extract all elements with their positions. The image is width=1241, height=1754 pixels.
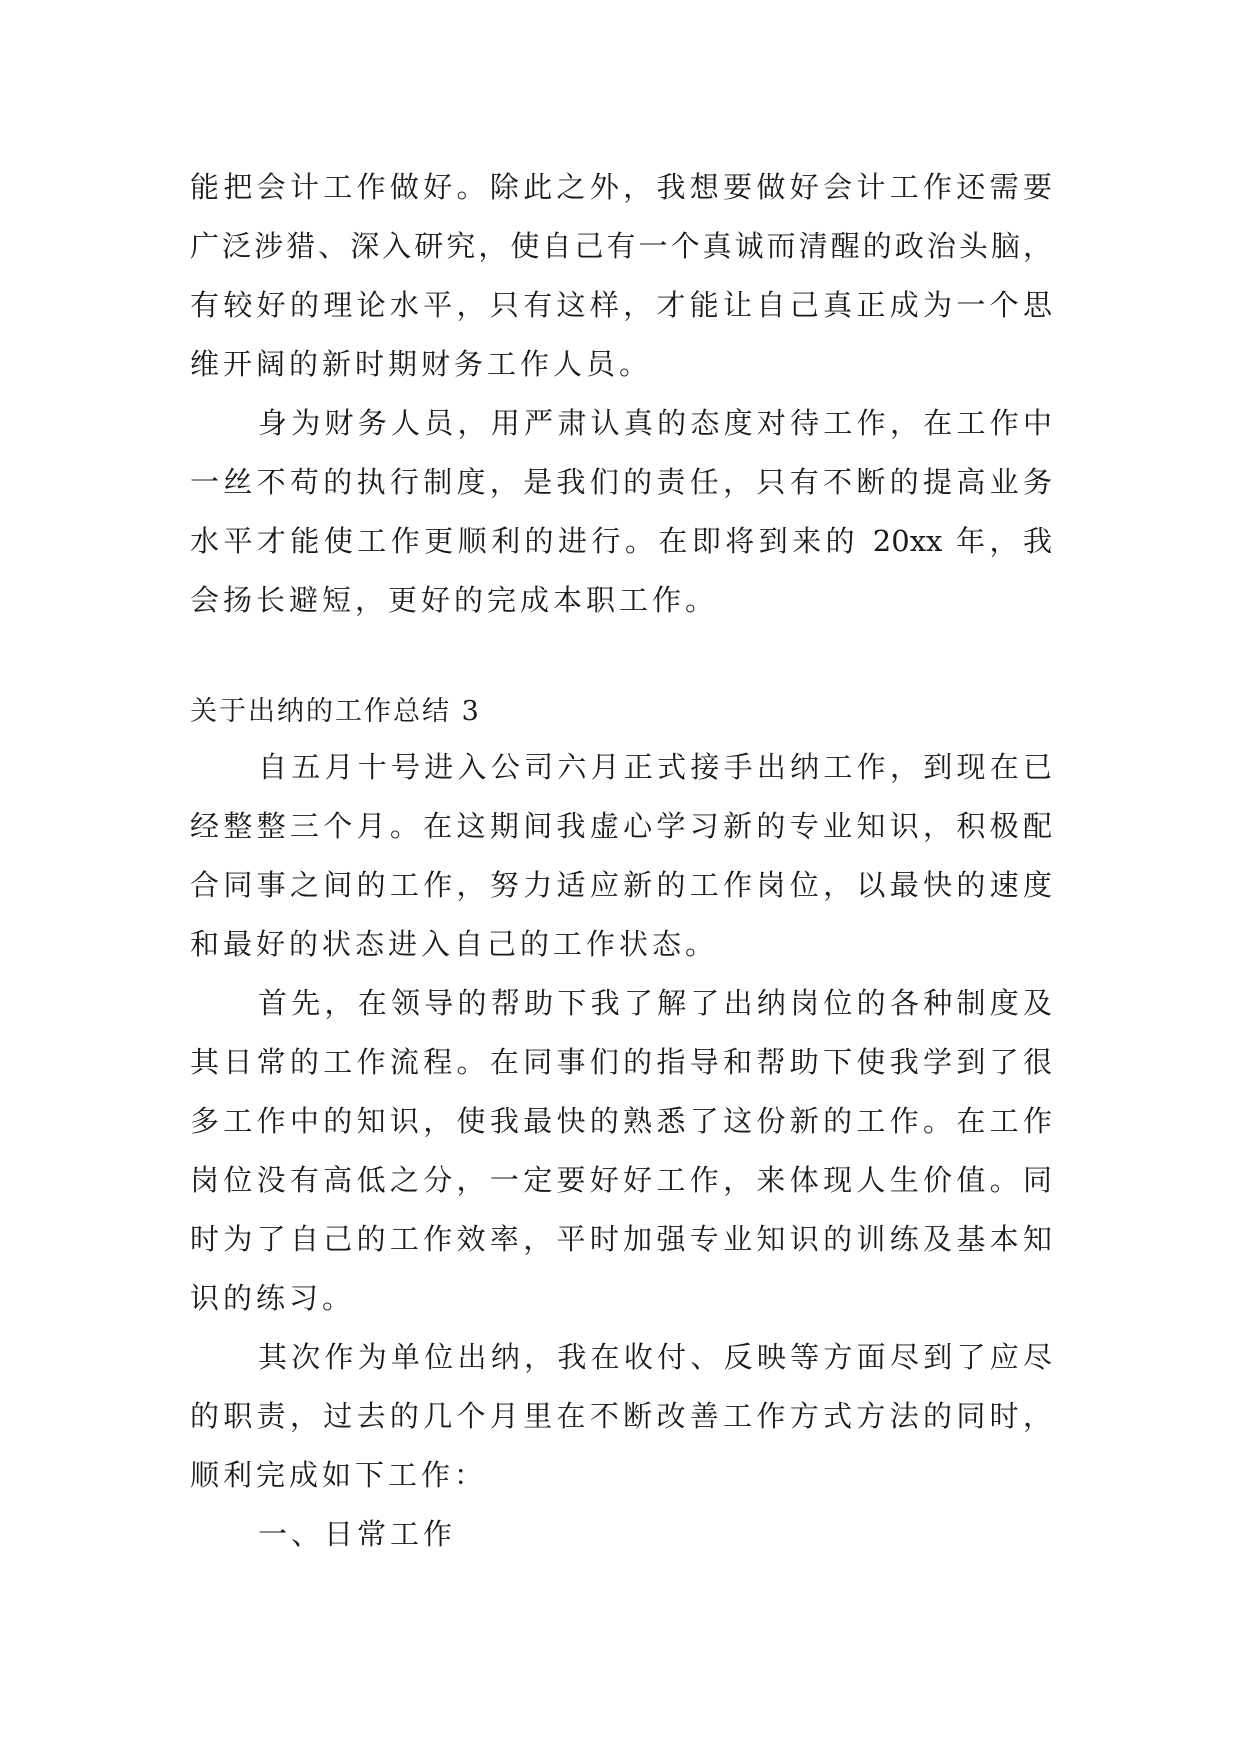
paragraph-line: 自五月十号进入公司六月正式接手出纳工作，到现在已 bbox=[258, 750, 1052, 784]
paragraph-line: 的职责，过去的几个月里在不断改善工作方式方法的同时， bbox=[190, 1399, 1052, 1433]
paragraph-line: 经整整三个月。在这期间我虚心学习新的专业知识，积极配 bbox=[190, 809, 1052, 843]
paragraph-line: 水平才能使工作更顺利的进行。在即将到来的 20xx 年，我 bbox=[190, 524, 1052, 558]
paragraph-line: 顺利完成如下工作： bbox=[190, 1458, 488, 1492]
paragraph-line: 能把会计工作做好。除此之外，我想要做好会计工作还需要 bbox=[190, 170, 1052, 204]
paragraph-line: 维开阔的新时期财务工作人员。 bbox=[190, 347, 653, 381]
paragraph-line: 有较好的理论水平，只有这样，才能让自己真正成为一个思 bbox=[190, 288, 1052, 322]
paragraph-line: 身为财务人员，用严肃认真的态度对待工作，在工作中 bbox=[258, 406, 1052, 440]
paragraph-line: 其次作为单位出纳，我在收付、反映等方面尽到了应尽 bbox=[258, 1340, 1052, 1374]
paragraph-line: 首先，在领导的帮助下我了解了出纳岗位的各种制度及 bbox=[258, 986, 1052, 1020]
paragraph-line: 广泛涉猎、深入研究，使自己有一个真诚而清醒的政治头脑， bbox=[190, 229, 1052, 263]
paragraph-line: 岗位没有高低之分，一定要好好工作，来体现人生价值。同 bbox=[190, 1163, 1052, 1197]
list-item-heading: 一、日常工作 bbox=[258, 1517, 457, 1551]
paragraph-line: 合同事之间的工作，努力适应新的工作岗位，以最快的速度 bbox=[190, 868, 1052, 902]
paragraph-line: 会扬长避短，更好的完成本职工作。 bbox=[190, 583, 719, 617]
section-heading: 关于出纳的工作总结 3 bbox=[190, 696, 481, 727]
paragraph-line: 一丝不苟的执行制度，是我们的责任，只有不断的提高业务 bbox=[190, 465, 1052, 499]
paragraph-line: 时为了自己的工作效率，平时加强专业知识的训练及基本知 bbox=[190, 1222, 1052, 1256]
paragraph-line: 其日常的工作流程。在同事们的指导和帮助下使我学到了很 bbox=[190, 1045, 1052, 1079]
paragraph-line: 识的练习。 bbox=[190, 1281, 356, 1315]
paragraph-line: 多工作中的知识，使我最快的熟悉了这份新的工作。在工作 bbox=[190, 1104, 1052, 1138]
paragraph-line: 和最好的状态进入自己的工作状态。 bbox=[190, 927, 719, 961]
